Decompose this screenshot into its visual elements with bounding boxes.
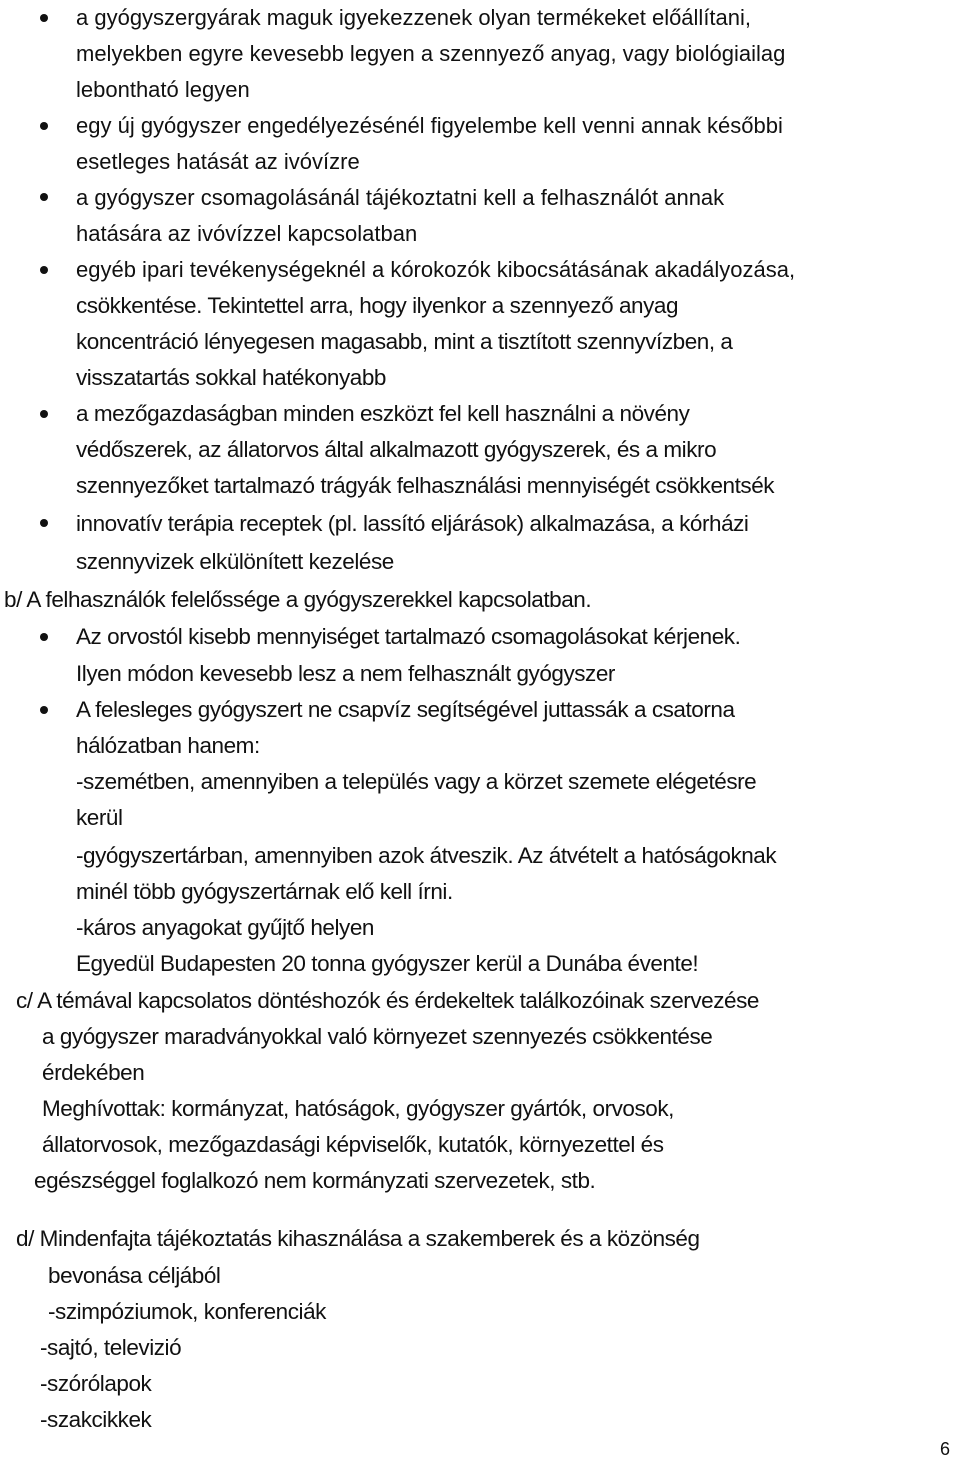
text-line: -szimpóziumok, konferenciák bbox=[48, 1299, 326, 1324]
text-line: innovatív terápia receptek (pl. lassító eljárások) alkalmazása, a kórházi bbox=[76, 511, 749, 536]
text-line: koncentráció lényegesen magasabb, mint a tisztított szennyvízben, a bbox=[76, 329, 733, 354]
text-line: a gyógyszergyárak maguk igyekezzenek olyan termékeket előállítani, bbox=[76, 5, 752, 30]
text-line: a mezőgazdaságban minden eszközt fel kell használni a növény bbox=[76, 401, 690, 426]
bullet-icon bbox=[40, 410, 48, 418]
text-line: hálózatban hanem: bbox=[76, 733, 260, 758]
text-line: -szórólapok bbox=[40, 1371, 152, 1396]
bullet-icon bbox=[40, 519, 48, 527]
bullet-icon bbox=[40, 14, 48, 22]
text-line: szennyezőket tartalmazó trágyák felhasználási mennyiségét csökkentsék bbox=[76, 473, 775, 498]
text-line: Ilyen módon kevesebb lesz a nem felhasznált gyógyszer bbox=[76, 661, 615, 686]
text-line: a gyógyszer maradványokkal való környezet szennyezés csökkentése bbox=[42, 1024, 713, 1049]
text-line: egészséggel foglalkozó nem kormányzati szervezetek, stb. bbox=[34, 1168, 596, 1193]
text-line: szennyvizek elkülönített kezelése bbox=[76, 549, 394, 574]
bullet-icon bbox=[40, 193, 48, 201]
text-line: -káros anyagokat gyűjtő helyen bbox=[76, 915, 374, 940]
text-line: állatorvosok, mezőgazdasági képviselők, kutatók, környezettel és bbox=[42, 1132, 664, 1157]
section-heading-d: d/ Mindenfajta tájékoztatás kihasználása a szakemberek és a közönség bbox=[16, 1226, 700, 1251]
bullet-icon bbox=[40, 633, 48, 641]
page-number: 6 bbox=[940, 1439, 951, 1459]
text-line: védőszerek, az állatorvos által alkalmazott gyógyszerek, és a mikro bbox=[76, 437, 717, 462]
text-line: -szemétben, amennyiben a település vagy a körzet szemete elégetésre bbox=[76, 769, 757, 794]
text-line: bevonása céljából bbox=[48, 1263, 221, 1288]
text-line: melyekben egyre kevesebb legyen a szennyező anyag, vagy biológiailag bbox=[76, 41, 786, 66]
text-line: visszatartás sokkal hatékonyabb bbox=[76, 365, 386, 390]
text-line: -sajtó, televizió bbox=[40, 1335, 182, 1360]
text-line: Meghívottak: kormányzat, hatóságok, gyógyszer gyártók, orvosok, bbox=[42, 1096, 674, 1121]
text-line: hatására az ivóvízzel kapcsolatban bbox=[76, 221, 418, 246]
text-line: -gyógyszertárban, amennyiben azok átveszik. Az átvételt a hatóságoknak bbox=[76, 843, 777, 868]
bullet-icon bbox=[40, 122, 48, 130]
text-line: kerül bbox=[76, 805, 123, 830]
text-line: -szakcikkek bbox=[40, 1407, 152, 1432]
text-line: Egyedül Budapesten 20 tonna gyógyszer kerül a Dunába évente! bbox=[76, 951, 699, 976]
bullet-icon bbox=[40, 266, 48, 274]
section-heading-b: b/ A felhasználók felelőssége a gyógyszerekkel kapcsolatban. bbox=[4, 587, 592, 612]
text-line: lebontható legyen bbox=[76, 77, 250, 102]
text-line: minél több gyógyszertárnak elő kell írni. bbox=[76, 879, 453, 904]
text-line: csökkentése. Tekintettel arra, hogy ilyenkor a szennyező anyag bbox=[76, 293, 679, 318]
text-line: esetleges hatását az ivóvízre bbox=[76, 149, 360, 174]
text-line: érdekében bbox=[42, 1060, 145, 1085]
text-line: egyéb ipari tevékenységeknél a kórokozók kibocsátásának akadályozása, bbox=[76, 257, 796, 282]
text-line: egy új gyógyszer engedélyezésénél figyelembe kell venni annak későbbi bbox=[76, 113, 783, 138]
section-heading-c: c/ A témával kapcsolatos döntéshozók és érdekeltek találkozóinak szervezése bbox=[16, 988, 759, 1013]
text-line: a gyógyszer csomagolásánál tájékoztatni kell a felhasználót annak bbox=[76, 185, 725, 210]
bullet-icon bbox=[40, 706, 48, 714]
text-line: A felesleges gyógyszert ne csapvíz segítségével juttassák a csatorna bbox=[76, 697, 735, 722]
text-line: Az orvostól kisebb mennyiséget tartalmazó csomagolásokat kérjenek. bbox=[76, 624, 741, 649]
